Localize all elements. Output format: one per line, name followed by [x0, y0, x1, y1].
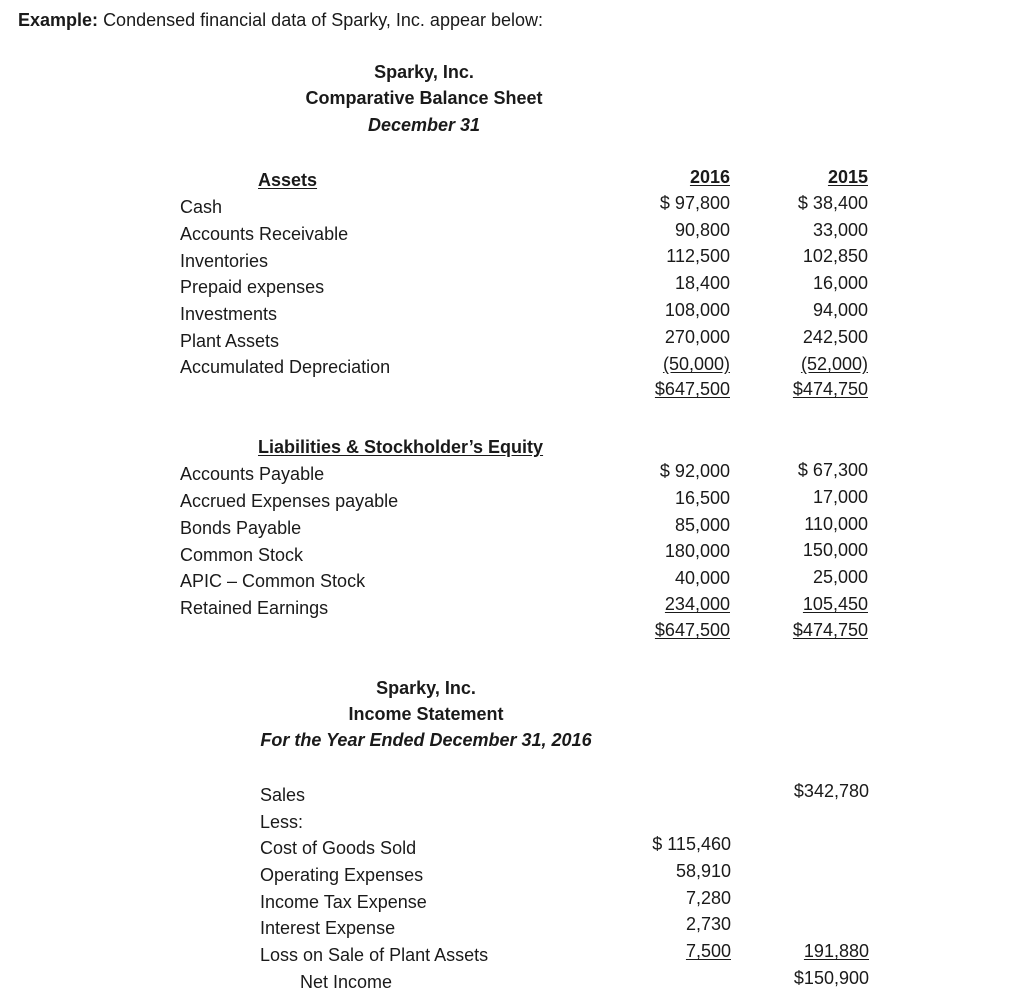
- expense-label: Income Tax Expense: [260, 892, 427, 912]
- asset-label: Accumulated Depreciation: [180, 357, 391, 377]
- asset-value-2016: 90,800: [674, 220, 730, 240]
- is-title: Income Statement: [348, 704, 504, 724]
- expense-label: Operating Expenses: [260, 865, 424, 885]
- assets-heading: Assets: [258, 170, 318, 190]
- liability-label: Retained Earnings: [180, 598, 329, 618]
- asset-value-2016: 112,500: [666, 246, 730, 266]
- bs-date: December 31: [367, 115, 481, 135]
- asset-value-2016: 18,400: [674, 273, 730, 293]
- liability-label: Bonds Payable: [180, 518, 302, 538]
- year-2016-header: 2016: [689, 167, 730, 187]
- liability-value-2016: 40,000: [674, 568, 730, 588]
- liability-value-2015: 150,000: [802, 540, 868, 560]
- total-liab-equity-2015: $474,750: [792, 620, 868, 640]
- expense-value: $ 115,460: [652, 834, 731, 854]
- year-2015-header: 2015: [827, 167, 868, 187]
- asset-value-2016: $ 97,800: [659, 193, 730, 213]
- liability-value-2016: 180,000: [664, 541, 730, 561]
- liability-value-2015: 105,450: [802, 594, 868, 614]
- liability-label: APIC – Common Stock: [180, 571, 366, 591]
- total-liab-equity-2016: $647,500: [654, 620, 730, 640]
- asset-value-2016: 108,000: [664, 300, 730, 320]
- liability-value-2016: 16,500: [674, 488, 730, 508]
- asset-value-2015: 33,000: [812, 220, 868, 240]
- liability-value-2015: 110,000: [804, 514, 868, 534]
- is-company: Sparky, Inc.: [376, 678, 476, 698]
- bs-title: Comparative Balance Sheet: [305, 88, 543, 108]
- liability-value-2015: $ 67,300: [797, 460, 868, 480]
- asset-value-2015: 102,850: [802, 246, 868, 266]
- asset-label: Accounts Receivable: [180, 224, 349, 244]
- intro-text: Condensed financial data of Sparky, Inc. appear below:: [103, 10, 544, 30]
- liability-value-2015: 25,000: [812, 567, 868, 587]
- liabilities-heading: Liabilities & Stockholder’s Equity: [258, 437, 544, 457]
- intro-label: Example:: [18, 10, 99, 30]
- net-income-label: Net Income: [300, 972, 393, 992]
- is-period: For the Year Ended December 31, 2016: [260, 730, 592, 750]
- intro-line: [18, 10, 543, 31]
- asset-label: Inventories: [180, 251, 269, 271]
- asset-label: Cash: [180, 197, 223, 217]
- asset-label: Prepaid expenses: [180, 277, 325, 297]
- total-assets-2015: $474,750: [792, 379, 868, 399]
- liability-value-2015: 17,000: [812, 487, 868, 507]
- asset-value-2016: 270,000: [664, 327, 730, 347]
- total-expenses-value: 191,880: [803, 941, 869, 961]
- expense-value: 7,280: [685, 888, 731, 908]
- sales-value: $342,780: [793, 781, 869, 801]
- expense-label: Cost of Goods Sold: [260, 838, 417, 858]
- asset-value-2015: 94,000: [812, 300, 868, 320]
- expense-label: Interest Expense: [260, 918, 396, 938]
- bs-company: Sparky, Inc.: [374, 62, 474, 82]
- net-income-value: $150,900: [793, 968, 869, 988]
- asset-value-2016: (50,000): [662, 354, 730, 374]
- asset-label: Investments: [180, 304, 278, 324]
- asset-value-2015: 16,000: [812, 273, 868, 293]
- liability-label: Accrued Expenses payable: [180, 491, 399, 511]
- asset-value-2015: (52,000): [800, 354, 868, 374]
- expense-label: Loss on Sale of Plant Assets: [260, 945, 489, 965]
- expense-value: 2,730: [685, 914, 731, 934]
- less-label: Less:: [260, 812, 304, 832]
- total-assets-2016: $647,500: [654, 379, 730, 399]
- expense-value: 58,910: [675, 861, 731, 881]
- liability-value-2016: $ 92,000: [659, 461, 730, 481]
- liability-label: Common Stock: [180, 545, 304, 565]
- liability-value-2016: 234,000: [664, 594, 730, 614]
- liability-label: Accounts Payable: [180, 464, 325, 484]
- expense-value: 7,500: [685, 941, 731, 961]
- sales-label: Sales: [260, 785, 306, 805]
- liability-value-2016: 85,000: [674, 515, 730, 535]
- asset-label: Plant Assets: [180, 331, 280, 351]
- asset-value-2015: $ 38,400: [797, 193, 868, 213]
- asset-value-2015: 242,500: [802, 327, 868, 347]
